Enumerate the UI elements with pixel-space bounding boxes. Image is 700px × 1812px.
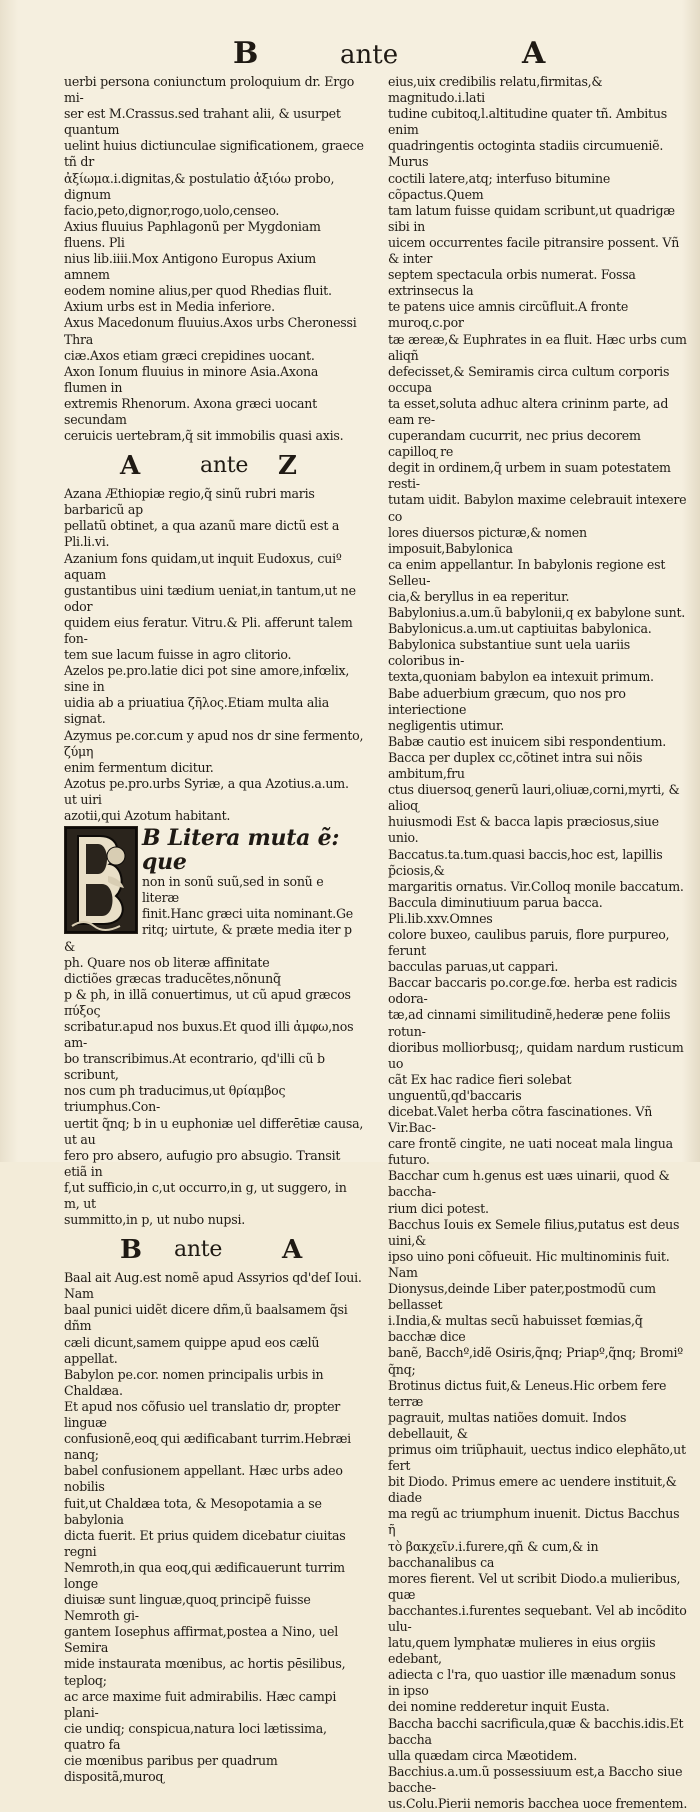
text-line: Axius fluuius Paphlagonũ per Mygdoniam fluens. Pli <box>64 218 321 250</box>
text-line: p & ph, in illã conuertimus, ut cũ apud græcos πύξος <box>64 986 351 1018</box>
left-column <box>64 74 364 1785</box>
text-line: adiecta c l'ra, quo uastior ille mænadum sonus in ipso <box>388 1667 676 1699</box>
text-line: τὸ βακχεῖν.i.furere,qñ & cum,& in bacchanalibus ca <box>388 1538 599 1570</box>
text-line: tæ,ad cinnami similitudinẽ,hederæ pene foliis rotun- <box>388 1007 671 1039</box>
text-line: extremis Rhenorum. Axona græci uocant secundam <box>64 395 317 427</box>
text-line: ceruicis uertebram,q̃ sit immobilis quasi axis. <box>64 428 344 444</box>
text-line: Babylonius.a.um.ũ babylonii,q ex babylone sunt. <box>388 605 686 621</box>
right-column <box>388 74 688 1812</box>
text-line: banẽ, Bacchº,idẽ Osiris,q̃nq; Priapº,q̃nq; Bromiº q̃nq; <box>388 1345 683 1377</box>
text-line: uertit q̃nq; b in u euphoniæ uel differētiæ causa, ut au <box>64 1115 364 1147</box>
text-line: uidia ab a priuatiua ζῆλος.Etiam multa alia signat. <box>64 695 329 727</box>
section-heading-ba <box>64 1234 364 1268</box>
text-line: Bacca per duplex cc,cõtinet intra sui nõis ambitum,fru <box>388 749 643 782</box>
text-line: quidem eius feratur. Vitru.& Pli. afferunt talem fon- <box>64 614 353 646</box>
text-line: Bacchius.a.um.ũ possessiuum est,a Baccho siue bacche- <box>388 1763 683 1795</box>
text-line: Babæ cautio est inuicem sibi respondentium. <box>388 733 667 749</box>
text-line: Babe aduerbium græcum, quo nos pro interiectione <box>388 685 626 717</box>
text-line: negligentis utimur. <box>388 717 505 733</box>
text-line: cie mœnibus paribus per quadrum dispositã,muroɋ <box>64 1753 278 1785</box>
left-entries-mid <box>64 486 364 824</box>
text-line: bacculas paruas,ut cappari. <box>388 959 559 975</box>
text-line: ca enim appellantur. In babylonis regione est Selleu- <box>388 556 666 588</box>
text-line: cuperandam cucurrit, nec prius decorem capilloɋ re <box>388 428 641 460</box>
text-line: dictiões græcas traducẽtes,nõnunq̃ <box>64 970 281 986</box>
text-line: ph. Quare nos ob literæ affinitate <box>64 954 270 970</box>
text-line: Babylonicus.a.um.ut captiuitas babylonica. <box>388 621 652 637</box>
text-line: lores diuersos picturæ,& nomen imposuit,Babylonica <box>388 524 587 556</box>
text-line: Azotus pe.pro.urbs Syriæ, a qua Azotius.a.um. ut uiri <box>64 775 349 807</box>
text-line: Axus Macedonum fluuius.Axos urbs Cheronessi Thra <box>64 315 357 347</box>
text-line: baal punici uidẽt dicere dñm,ũ baalsamem q̃si dñm <box>64 1302 348 1334</box>
text-line: gustantibus uini tædium ueniat,in tantum,ut ne odor <box>64 582 356 614</box>
header-letter-left: B <box>233 36 259 71</box>
text-line: cæli dicunt,samem quippe apud eos cælũ appellat. <box>64 1334 320 1366</box>
text-line: bit Diodo. Primus emere ac uendere instituit,& diade <box>388 1474 677 1506</box>
text-line: summitto,in p, ut nubo nupsi. <box>64 1212 245 1228</box>
text-line: Brotinus dictus fuit,& Leneus.Hic orbem fere terræ <box>388 1377 667 1409</box>
text-line: ipso uino poni cõfueuit. Hic multinominis fuit. Nam <box>388 1248 670 1280</box>
text-line: scribatur.apud nos buxus.Et quod illi ἀμφω,nos am- <box>64 1018 354 1051</box>
text-line: cie undiq; conspicua,natura loci lætissima, quatro fa <box>64 1720 327 1752</box>
text-line: Azanium fons quidam,ut inquit Eudoxus, cuiº aquam <box>64 550 342 582</box>
text-line: confusionẽ,eoɋ qui ædificabant turrim.Hebræi nanq; <box>64 1431 351 1463</box>
text-line: fuit,ut Chaldæa tota, & Mesopotamia a se babylonia <box>64 1495 322 1527</box>
text-line: dicta fuerit. Et prius quidem dicebatur ciuitas regni <box>64 1527 346 1559</box>
left-entries-bottom <box>64 1270 364 1785</box>
text-line: ciæ.Axos etiam græci crepidines uocant. <box>64 347 315 363</box>
text-line: Babylon pe.cor. nomen principalis urbis in Chaldæa. <box>64 1366 324 1398</box>
text-line: uelint huius dictiunculae significationem, graece tñ dr <box>64 138 364 170</box>
header-letter-right: A <box>522 36 546 71</box>
text-line: ta esset,soluta adhuc altera crininm parte, ad eam re- <box>388 395 669 427</box>
text-line: Baal ait Aug.est nomẽ apud Assyrios qd'deſ Ioui. Nam <box>64 1270 362 1302</box>
section-letter-left: B <box>120 1235 142 1266</box>
text-line: ἀξίωμα.i.dignitas,& postulatio ἀξιόω probo, dignum <box>64 170 335 202</box>
text-line: latu,quem lymphatæ mulieres in eius orgiis edebant, <box>388 1635 656 1667</box>
text-line: te patens uice amnis circũfluit.A fronte muroɋ.c.por <box>388 299 629 331</box>
section-letter-left: A <box>120 451 140 482</box>
text-line: Babylonica substantiue sunt uela uariis coloribus in- <box>388 637 630 669</box>
text-line: tudine cubitoɋ.l.altitudine quater tñ. Ambitus enim <box>388 106 667 138</box>
text-line: Baccatus.ta.tum.quasi baccis,hoc est, lapillis p̃ciosis,& <box>388 846 663 878</box>
text-line: fero pro absero, aufugio pro absugio. Transit etiã in <box>64 1147 341 1179</box>
text-line: Baccar baccaris po.cor.ge.fœ. herba est radicis odora- <box>388 975 677 1007</box>
header-word: ante <box>340 40 399 70</box>
section-letter-right: Z <box>278 451 297 482</box>
left-entries-top <box>64 74 364 444</box>
text-line: huiusmodi Est & bacca lapis præciosus,siue unio. <box>388 814 659 846</box>
text-line: gantem Iosephus affirmat,postea a Nino, uel Semira <box>64 1624 338 1656</box>
text-line: non in sonũ suũ,sed in sonũ e literæ <box>142 874 324 906</box>
text-line: Axon Ionum fluuius in minore Asia.Axona flumen in <box>64 363 319 395</box>
text-line: eius,uix credibilis relatu,firmitas,& magnitudo.i.lati <box>388 74 603 106</box>
text-line: defecisset,& Semiramis circa cultum corporis occupa <box>388 363 670 395</box>
text-line: facio,peto,dignor,rogo,uolo,censeo. <box>64 202 280 218</box>
text-line: Azelos pe.pro.latie dici pot sine amore,infœlix, sine in <box>64 663 350 695</box>
text-line: Azymus pe.cor.cum y apud nos dr sine fermento, ζύμη <box>64 727 364 759</box>
text-line: Et apud nos cõfusio uel translatio dr, propter linguæ <box>64 1398 341 1431</box>
text-line: uicem occurrentes facile pitransire possent. Vñ & inter <box>388 234 680 267</box>
text-line: septem spectacula orbis numerat. Fossa extrinsecus la <box>388 267 636 299</box>
text-line: mores fierent. Vel ut scribit Diodo.a mulieribus, quæ <box>388 1570 681 1602</box>
text-line: us.Colu.Pierii nemoris bacchea uoce frementem. <box>388 1796 688 1812</box>
text-line: coctili latere,atq; interfuso bitumine cõpactus.Quem <box>388 170 611 202</box>
text-line: Bacchus Iouis ex Semele filius,putatus est deus uini,& <box>388 1216 680 1248</box>
text-line: pagrauit, multas natiões domuit. Indos debellauit, & <box>388 1409 627 1441</box>
text-line: babel confusionem appellant. Hæc urbs adeo nobilis <box>64 1463 343 1495</box>
section-word: ante <box>200 453 249 479</box>
text-line: Azana Æthiopiæ regio,q̃ sinũ rubri maris barbaricũ ap <box>64 486 315 518</box>
text-line: eodem nomine alius,per quod Rhedias fluit. <box>64 283 332 299</box>
text-line: care frontẽ cingite, ne uati noceat mala lingua futuro. <box>388 1136 673 1168</box>
text-line: ma regũ ac triumphum inuenit. Dictus Bacchus ῆ <box>388 1506 680 1538</box>
text-line: f,ut sufficio,in c,ut occurro,in g, ut suggero, in m, ut <box>64 1179 347 1211</box>
section-word: ante <box>174 1237 223 1263</box>
text-line: Axium urbs est in Media inferiore. <box>64 299 275 315</box>
text-line: degit in ordinem,q̃ urbem in suam potestatem resti- <box>388 460 671 492</box>
text-line: mide instaurata mœnibus, ac hortis pēsilibus, teploq; <box>64 1656 346 1688</box>
text-line: rium dici potest. <box>388 1200 489 1216</box>
text-line: enim fermentum dicitur. <box>64 759 214 775</box>
running-header <box>0 36 700 76</box>
section-heading-az <box>64 450 364 484</box>
text-line: nos cum ph traducimus,ut θρίαμβος triumphus.Con- <box>64 1083 286 1115</box>
right-entries <box>388 74 688 1812</box>
text-line: finit.Hanc græci uita nominant.Ge <box>142 906 353 922</box>
text-line: dicebat.Valet herba cõtra fascinationes. Vñ Vir.Bac- <box>388 1104 653 1136</box>
text-line: nius lib.iiii.Mox Antigono Europus Axium amnem <box>64 251 316 283</box>
text-line: Baccha bacchi sacrificula,quæ & bacchis.idis.Et baccha <box>388 1715 684 1747</box>
text-line: Dionysus,deinde Liber pater,postmodũ cum bellasset <box>388 1281 656 1313</box>
text-line: Bacchar cum h.genus est uæs uinarii, quod & baccha- <box>388 1168 670 1200</box>
text-line: ser est M.Crassus.sed trahant alii, & usurpet quantum <box>64 106 341 138</box>
text-line: bacchantes.i.furentes sequebant. Vel ab incõdito ulu- <box>388 1602 687 1634</box>
letter-b-intro <box>64 826 364 1228</box>
text-line: bo transcribimus.At econtrario, qd'illi cũ b scribunt, <box>64 1051 325 1083</box>
text-line: uerbi persona coniunctum proloquium dr. Ergo mi- <box>64 74 355 106</box>
text-line: tutam uidit. Babylon maxime celebrauit intexere co <box>388 492 687 524</box>
ornamental-initial-b-icon <box>64 826 138 934</box>
text-line: Baccula diminutiuum parua bacca. Pli.lib.xxv.Omnes <box>388 894 603 926</box>
section-letter-right: A <box>282 1235 302 1266</box>
text-line: ctus diuersoɋ generũ lauri,oliuæ,corni,myrti, & alioɋ <box>388 782 680 814</box>
text-line: quadringentis octoginta stadiis circumueniẽ. Murus <box>388 138 664 170</box>
text-line: ritq; uirtute, & præte media iter p & <box>64 922 352 954</box>
text-line: primus oim triũphauit, uectus indico elephãto,ut fert <box>388 1441 686 1474</box>
text-line: tæ æreæ,& Euphrates in ea fluit. Hæc urbs cum aliqñ <box>388 331 687 363</box>
text-line: Nemroth,in qua eoɋ,qui ædificauerunt turrim longe <box>64 1559 345 1591</box>
text-line: ac arce maxime fuit admirabilis. Hæc campi plani- <box>64 1688 337 1720</box>
text-line: tem sue lacum fuisse in agro clitorio. <box>64 647 292 663</box>
text-line: ulla quædam circa Mæotidem. <box>388 1747 577 1763</box>
text-line: dei nomine redderetur inquit Eusta. <box>388 1699 610 1715</box>
text-line: tam latum fuisse quidam scribunt,ut quadrigæ sibi in <box>388 202 675 234</box>
text-line: pellatũ obtinet, a qua azanũ mare dictũ est a Pli.li.vi. <box>64 518 340 550</box>
text-line: cia,& beryllus in ea reperitur. <box>388 589 570 604</box>
text-line: azotii,qui Azotum habitant. <box>64 808 231 824</box>
text-line: colore buxeo, caulibus paruis, flore purpureo, ferunt <box>388 926 670 959</box>
text-line: cãt Ex hac radice fieri solebat unguentũ,qd'baccaris <box>388 1071 572 1103</box>
text-line: i.India,& multas secũ habuisset fœmias,q̃ bacchæ dice <box>388 1313 643 1345</box>
text-line: diuisæ sunt linguæ,quoɋ principẽ fuisse Nemroth gi- <box>64 1592 311 1624</box>
text-line: texta,quoniam babylon ea intexuit primum. <box>388 669 654 685</box>
text-line: margaritis ornatus. Vir.Colloq monile baccatum. <box>388 878 684 894</box>
text-line: dioribus molliorbusq;, quidam nardum rusticum uo <box>388 1039 684 1071</box>
letter-b-lead: B Litera muta ẽ: que <box>142 825 340 876</box>
